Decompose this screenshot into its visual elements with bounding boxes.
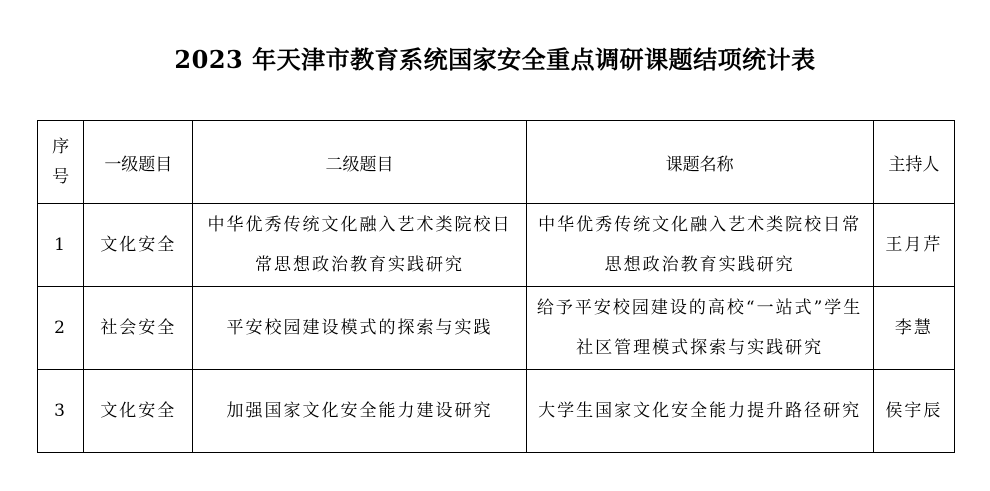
row-host: 侯宇辰	[873, 370, 954, 453]
row-number: 2	[38, 287, 84, 370]
row-topic-name	[526, 287, 873, 370]
header-level1: 一级题目	[84, 121, 193, 204]
row-level2	[193, 370, 526, 453]
row-host: 李慧	[873, 287, 954, 370]
header-seq	[38, 121, 84, 204]
row-number: 1	[38, 204, 84, 287]
row-level1: 社会安全	[84, 287, 193, 370]
row-level1: 文化安全	[84, 370, 193, 453]
row-topic-name-text: 中华优秀传统文化融入艺术类院校日常思想政治教育实践研究	[538, 215, 862, 275]
row-level2-text: 加强国家文化安全能力建设研究	[226, 401, 493, 421]
row-level2	[193, 204, 526, 287]
row-host: 王月芹	[873, 204, 954, 287]
table-row	[38, 204, 955, 287]
row-number: 3	[38, 370, 84, 453]
row-topic-name-text: 大学生国家文化安全能力提升路径研究	[538, 401, 862, 421]
statistics-table	[37, 120, 955, 453]
table-row	[38, 287, 955, 370]
row-level1: 文化安全	[84, 204, 193, 287]
header-level2: 二级题目	[193, 121, 526, 204]
header-seq-line1: 序	[52, 137, 70, 157]
header-seq-line2: 号	[52, 167, 70, 187]
row-topic-name	[526, 370, 873, 453]
table-row	[38, 370, 955, 453]
row-level2	[193, 287, 526, 370]
document-title: 2023 年天津市教育系统国家安全重点调研课题结项统计表	[174, 45, 816, 74]
header-topic-name: 课题名称	[526, 121, 873, 204]
table-header-row	[38, 121, 955, 204]
row-level2-text: 中华优秀传统文化融入艺术类院校日常思想政治教育实践研究	[207, 215, 512, 275]
row-topic-name-text: 给予平安校园建设的高校“一站式”学生社区管理模式探索与实践研究	[536, 298, 863, 358]
header-host: 主持人	[873, 121, 954, 204]
row-level2-text: 平安校园建设模式的探索与实践	[226, 318, 493, 338]
row-topic-name	[526, 204, 873, 287]
